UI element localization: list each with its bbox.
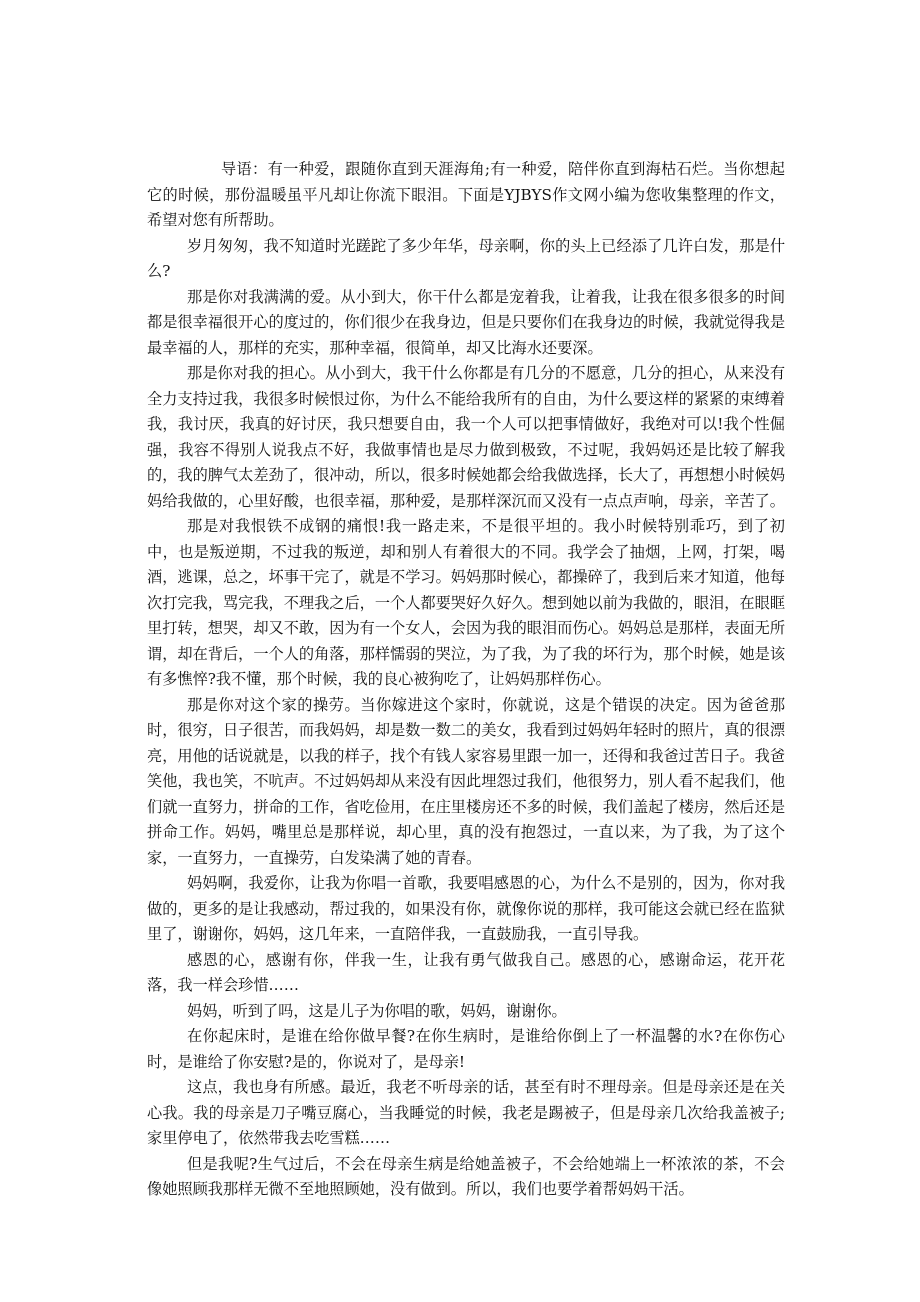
paragraph: 这点，我也身有所感。最近，我老不听母亲的话，甚至有时不理母亲。但是母亲还是在关心我。我的母亲是刀子嘴豆腐心，当我睡觉的时候，我老是踢被子，但是母亲几次给我盖被子;家里停电了，依然带我去吃雪糕……	[147, 1078, 785, 1147]
paragraph: 那是你对我的担心。从小到大，我干什么你都是有几分的不愿意，几分的担心，从来没有全力支持过我，我很多时候恨过你，为什么不能给我所有的自由，为什么要这样的紧紧的束缚着我，我讨厌，我真的好讨厌，我只想要自由，我一个人可以把事情做好，我绝对可以!我个性倔强，我容不得别人说我点不好，我做事情也是尽力做到极致，不过呢，我妈妈还是比较了解我的，我的脾气太差劲了，很冲动，所以，很多时候她都会给我做选择，长大了，再想想小时候妈妈给我做的，心里好酸，也很幸福，那种爱，是那样深沉而又没有一点点声响，母亲，辛苦了。	[147, 364, 785, 510]
intro-paragraph: 导语：有一种爱，跟随你直到天涯海角;有一种爱，陪伴你直到海枯石烂。当你想起它的时候，那份温暖虽平凡却让你流下眼泪。下面是YJBYS作文网小编为您收集整理的作文，希望对您有所帮助。	[147, 160, 785, 229]
paragraph: 那是你对这个家的操劳。当你嫁进这个家时，你就说，这是个错误的决定。因为爸爸那时，很穷，日子很苦，而我妈妈，却是数一数二的美女，我看到过妈妈年轻时的照片，真的很漂亮，用他的话说就是，以我的样子，找个有钱人家容易里跟一加一，还得和我爸过苦日子。我爸笑他，我也笑，不吭声。不过妈妈却从来没有因此埋怨过我们，他很努力，别人看不起我们，他们就一直努力，拼命的工作，省吃俭用，在庄里楼房还不多的时候，我们盖起了楼房，然后还是拼命工作。妈妈，嘴里总是那样说，却心里，真的没有抱怨过，一直以来，为了我，为了这个家，一直努力，一直操劳，白发染满了她的青春。	[147, 695, 785, 867]
paragraph: 妈妈啊，我爱你，让我为你唱一首歌，我要唱感恩的心，为什么不是别的，因为，你对我做的，更多的是让我感动，帮过我的，如果没有你，就像你说的那样，我可能这会就已经在监狱里了，谢谢你，妈妈，这几年来，一直陪伴我，一直鼓励我，一直引导我。	[147, 874, 785, 943]
paragraph: 岁月匆匆，我不知道时光蹉跎了多少年华，母亲啊，你的头上已经添了几许白发，那是什么?	[147, 236, 785, 280]
paragraph: 感恩的心，感谢有你，伴我一生，让我有勇气做我自己。感恩的心，感谢命运，花开花落，我一样会珍惜……	[147, 950, 785, 994]
paragraph: 妈妈，听到了吗，这是儿子为你唱的歌，妈妈，谢谢你。	[187, 1001, 567, 1020]
paragraph: 但是我呢?生气过后，不会在母亲生病是给她盖被子，不会给她端上一杯浓浓的茶，不会像她照顾我那样无微不至地照顾她，没有做到。所以，我们也要学着帮妈妈干活。	[147, 1154, 785, 1198]
document-body	[147, 157, 785, 1203]
paragraph: 在你起床时，是谁在给你做早餐?在你生病时，是谁给你倒上了一杯温馨的水?在你伤心时，是谁给了你安慰?是的，你说对了，是母亲!	[147, 1027, 785, 1071]
paragraph: 那是对我恨铁不成钢的痛恨!我一路走来，不是很平坦的。我小时候特别乖巧，到了初中，也是叛逆期，不过我的叛逆，却和别人有着很大的不同。我学会了抽烟，上网，打架，喝酒，逃课，总之，坏事干完了，就是不学习。妈妈那时候心，都操碎了，我到后来才知道，他每次打完我，骂完我，不理我之后，一个人都要哭好久好久。想到她以前为我做的，眼泪，在眼眶里打转，想哭，却又不敢，因为有一个女人，会因为我的眼泪而伤心。妈妈总是那样，表面无所谓，却在背后，一个人的角落，那样懦弱的哭泣，为了我，为了我的坏行为，那个时候，她是该有多憔悴?我不懂，那个时候，我的良心被狗吃了，让妈妈那样伤心。	[147, 517, 785, 688]
paragraph: 那是你对我满满的爱。从小到大，你干什么都是宠着我，让着我，让我在很多很多的时间都是很幸福很开心的度过的，你们很少在我身边，但是只要你们在我身边的时候，我就觉得我是最幸福的人，那样的充实，那种幸福，很简单，却又比海水还要深。	[147, 287, 785, 357]
